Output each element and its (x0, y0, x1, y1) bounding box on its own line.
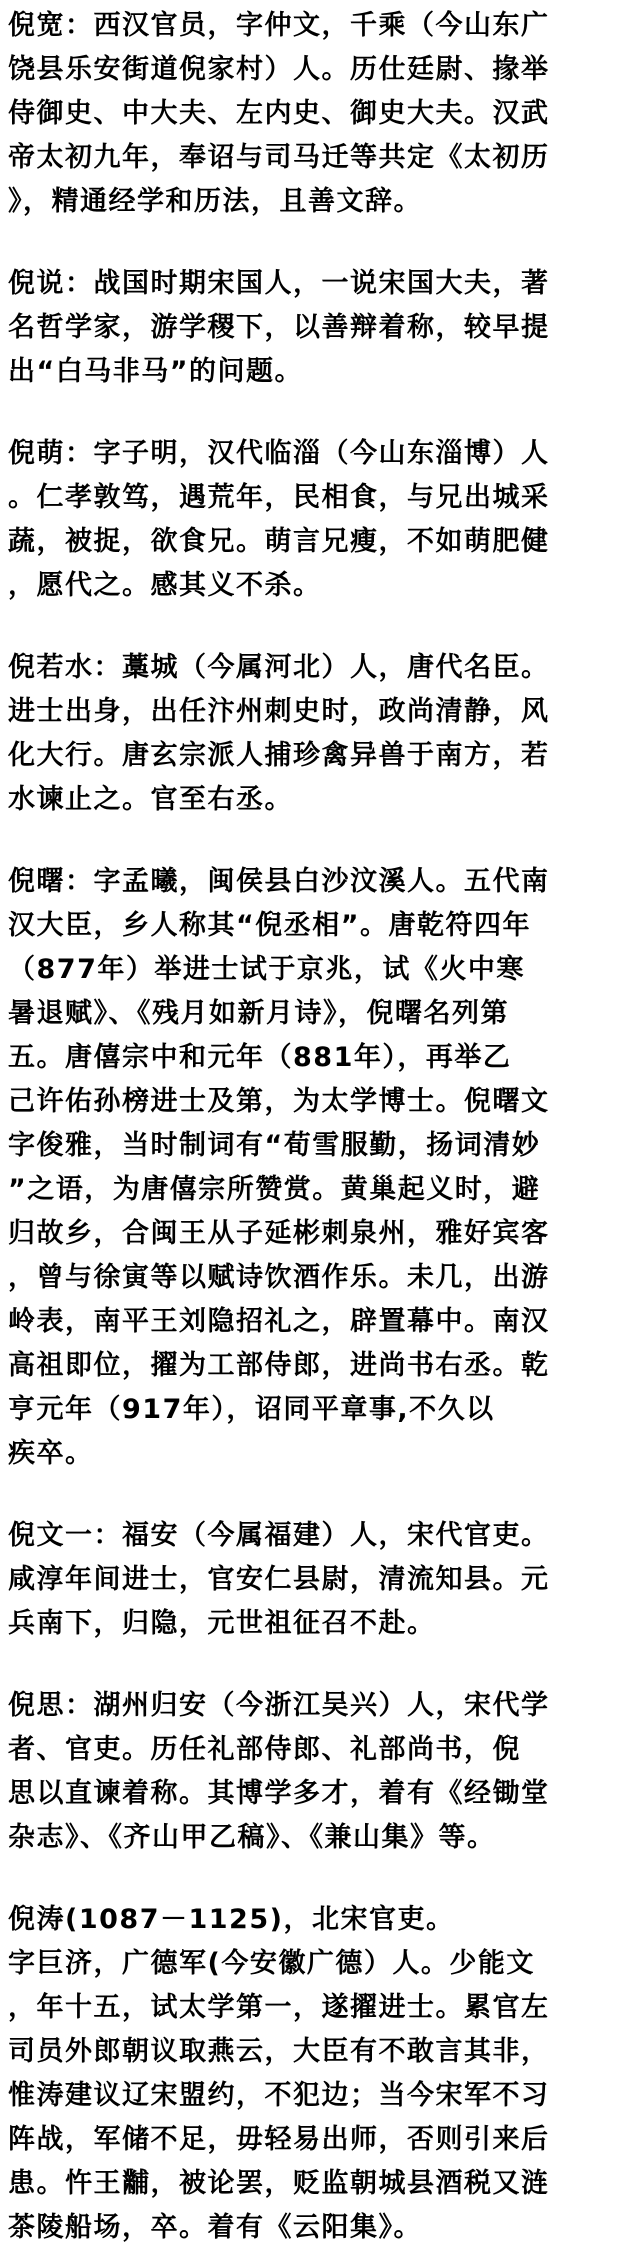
text-line: ，愿代之。感其义不杀。 (8, 570, 322, 601)
text-line: 倪文一：福安（今属福建）人，宋代官吏。 (8, 1520, 550, 1551)
text-line: 水谏止之。官至右丞。 (8, 784, 293, 815)
text-line: 杂志》、《齐山甲乙稿》、《兼山集》等。 (8, 1822, 496, 1853)
text-line: ，曾与徐寅等以赋诗饮酒作乐。未几，出游 (8, 1262, 550, 1293)
text-line: 蔬，被捉，欲食兄。萌言兄瘦，不如萌肥健 (8, 526, 550, 557)
biography-entry-ni-shu (8, 860, 636, 1476)
text-line: 思以直谏着称。其博学多才，着有《经锄堂 (8, 1778, 550, 1809)
text-line: 司员外郎朝议取燕云，大臣有不敢言其非， (8, 2036, 550, 2067)
text-line: 茶陵船场，卒。着有《云阳集》。 (8, 2212, 422, 2243)
text-line: 倪曙：字孟曦，闽侯县白沙汶溪人。五代南 (8, 866, 550, 897)
text-line: 者、官吏。历任礼部侍郎、礼部尚书，倪 (8, 1734, 521, 1765)
text-line: 。仁孝敦笃，遇荒年，民相食，与兄出城采 (8, 482, 550, 513)
text-line: 亨元年（917年），诏同平章事,不久以 (8, 1394, 495, 1425)
text-line: 字俊雅，当时制词有“荀雪服勤，扬词清妙 (8, 1130, 541, 1161)
text-line: 归故乡，合闽王从子延彬刺泉州，雅好宾客 (8, 1218, 550, 1249)
text-line: 高祖即位，擢为工部侍郎，进尚书右丞。乾 (8, 1350, 550, 1381)
text-line: 五。唐僖宗中和元年（881年），再举乙 (8, 1042, 512, 1073)
text-line: 字巨济，广德军(今安徽广德）人。少能文 (8, 1948, 535, 1979)
text-line: 倪萌：字子明，汉代临淄（今山东淄博）人 (8, 438, 550, 469)
biography-entry-ni-ruoshui (8, 646, 636, 822)
text-line: （877年）举进士试于京兆，试《火中寒 (8, 954, 525, 985)
text-line: 阵战，军储不足，毋轻易出师，否则引来后 (8, 2124, 550, 2155)
text-line: 汉大臣，乡人称其“倪丞相”。唐乾符四年 (8, 910, 531, 941)
text-line: 》，精通经学和历法，且善文辞。 (8, 186, 422, 217)
text-line: 惟涛建议辽宋盟约，不犯边；当今宋军不习 (8, 2080, 550, 2111)
text-line: 化大行。唐玄宗派人捕珍禽异兽于南方，若 (8, 740, 550, 771)
text-line: 进士出身，出任汴州刺史时，政尚清静，风 (8, 696, 550, 727)
text-line: 倪说：战国时期宋国人，一说宋国大夫，著 (8, 268, 550, 299)
biography-entry-ni-si (8, 1684, 636, 1860)
text-line: 兵南下，归隐，元世祖征召不赴。 (8, 1608, 436, 1639)
text-line: 出“白马非马”的问题。 (8, 356, 303, 387)
text-line: 己许佑孙榜进士及第，为太学博士。倪曙文 (8, 1086, 550, 1117)
text-line: 倪涛(1087－1125)，北宋官吏。 (8, 1904, 455, 1935)
text-line: 倪宽：西汉官员，字仲文，千乘（今山东广 (8, 10, 550, 41)
text-line: 岭表，南平王刘隐招礼之，辟置幕中。南汉 (8, 1306, 550, 1337)
biography-entry-ni-yue (8, 262, 636, 394)
biography-entry-ni-tao (8, 1898, 636, 2250)
biography-entry-ni-meng (8, 432, 636, 608)
biography-entry-ni-wenyi (8, 1514, 636, 1646)
text-line: 饶县乐安街道倪家村）人。历仕廷尉、掾举 (8, 54, 550, 85)
text-line: 倪若水：藁城（今属河北）人，唐代名臣。 (8, 652, 550, 683)
text-line: ，年十五，试太学第一，遂擢进士。累官左 (8, 1992, 550, 2023)
text-line: 疾卒。 (8, 1438, 94, 1469)
text-line: 侍御史、中大夫、左内史、御史大夫。汉武 (8, 98, 550, 129)
text-line: 倪思：湖州归安（今浙江吴兴）人，宋代学 (8, 1690, 550, 1721)
text-line: 名哲学家，游学稷下，以善辩着称，较早提 (8, 312, 550, 343)
text-line: 帝太初九年，奉诏与司马迁等共定《太初历 (8, 142, 550, 173)
text-line: 患。忤王黼，被论罢，贬监朝城县酒税又涟 (8, 2168, 550, 2199)
text-line: 暑退赋》、《残月如新月诗》，倪曙名列第 (8, 998, 509, 1029)
biography-entry-ni-kuan (8, 4, 636, 224)
text-line: 咸淳年间进士，官安仁县尉，清流知县。元 (8, 1564, 550, 1595)
text-line: ”之语，为唐僖宗所赞赏。黄巢起义时，避 (8, 1174, 541, 1205)
